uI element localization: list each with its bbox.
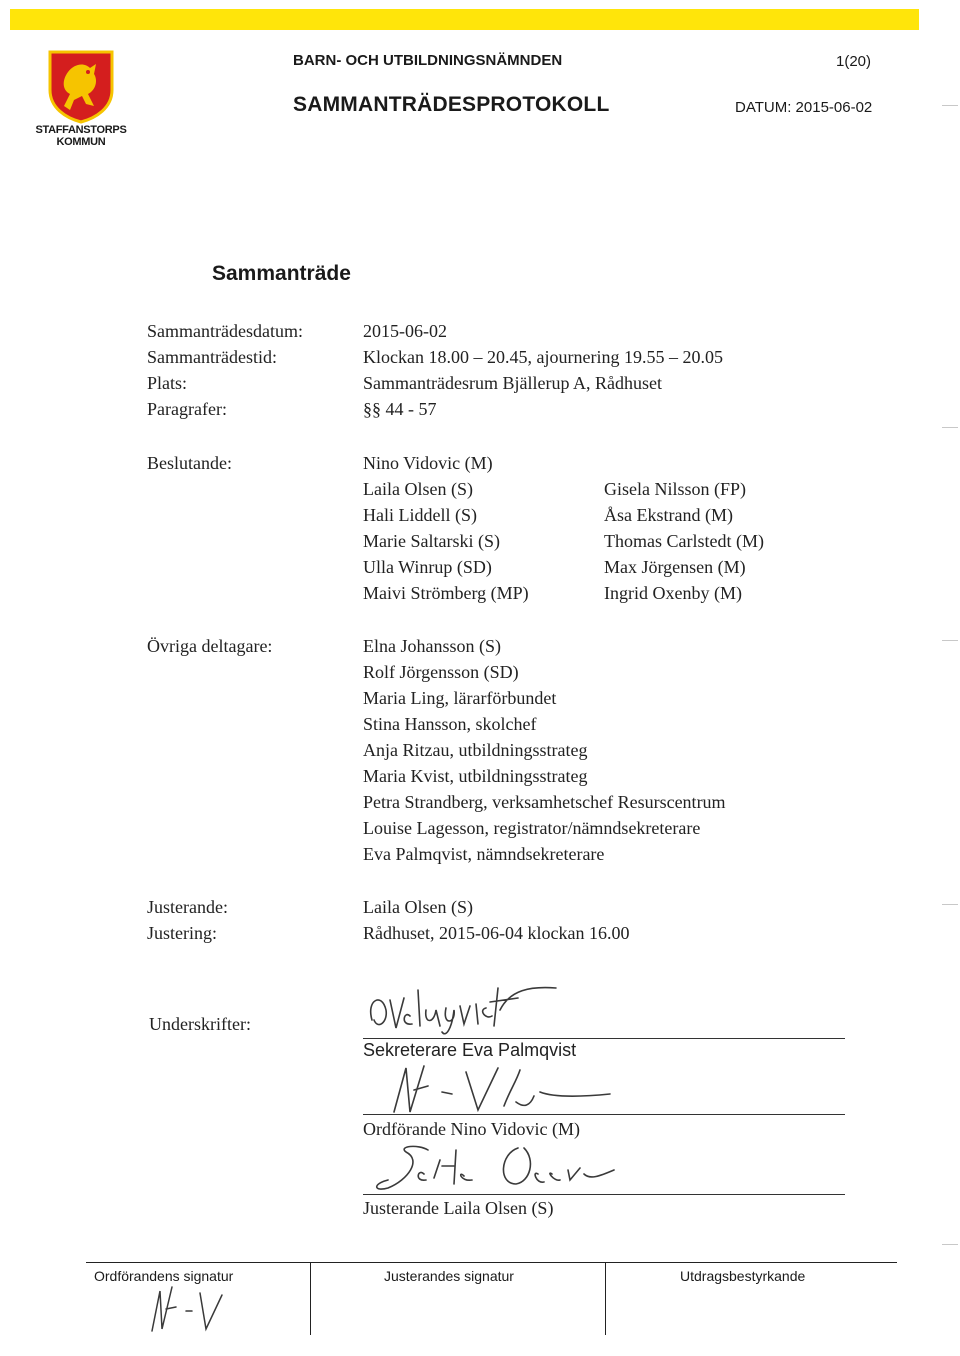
deciding-member: Max Jörgensen (M): [604, 557, 746, 577]
other-participant: Maria Ling, lärarförbundet: [363, 688, 557, 708]
meeting-place-label: Plats:: [147, 373, 188, 393]
adjuster-value: Laila Olsen (S): [363, 897, 473, 917]
deciding-member: Åsa Ekstrand (M): [604, 505, 733, 525]
deciding-member: Ingrid Oxenby (M): [604, 583, 742, 603]
footer-cell-adjuster: [310, 1263, 606, 1335]
other-participants-label: Övriga deltagare:: [147, 636, 273, 656]
footer-cell-chair: [86, 1263, 311, 1335]
chair-signature-label: Ordförandens signatur: [94, 1268, 234, 1284]
deciding-member: Laila Olsen (S): [363, 479, 473, 499]
deciding-member: Maivi Strömberg (MP): [363, 583, 529, 603]
adjuster-name: Justerande Laila Olsen (S): [363, 1198, 554, 1218]
chair-name: Ordförande Nino Vidovic (M): [363, 1119, 581, 1139]
scan-edge-mark: [942, 640, 958, 641]
section-title: Sammanträde: [212, 262, 351, 285]
meeting-date-label: Sammanträdesdatum:: [147, 321, 303, 341]
adjuster-handwritten-signature: [368, 1140, 628, 1196]
other-participant: Elna Johansson (S): [363, 636, 501, 656]
other-participant: Eva Palmqvist, nämndsekreterare: [363, 844, 605, 864]
scan-edge-mark: [942, 427, 958, 428]
other-participant: Rolf Jörgensson (SD): [363, 662, 519, 682]
adjustment-value: Rådhuset, 2015-06-04 klockan 16.00: [363, 923, 630, 943]
header-color-bar: [10, 9, 919, 30]
logo-caption: [14, 124, 148, 148]
chair-signature-line: [363, 1114, 845, 1115]
other-participant: Stina Hansson, skolchef: [363, 714, 537, 734]
paragraphs-label: Paragrafer:: [147, 399, 227, 419]
deciding-label: Beslutande:: [147, 453, 232, 473]
adjustment-label: Justering:: [147, 923, 217, 943]
page-number: 1(20): [836, 53, 872, 70]
secretary-handwritten-signature: [360, 980, 560, 1042]
footer-signature-table: [86, 1262, 897, 1335]
adjuster-signature-line: [363, 1194, 845, 1195]
deciding-member: Ulla Winrup (SD): [363, 557, 492, 577]
other-participant: Maria Kvist, utbildningsstrateg: [363, 766, 588, 786]
committee-name: BARN- OCH UTBILDNINGSNÄMNDEN: [293, 52, 563, 69]
deciding-member: Nino Vidovic (M): [363, 453, 493, 473]
certified-label: Utdragsbestyrkande: [680, 1268, 806, 1284]
secretary-signature-line: [363, 1038, 845, 1039]
document-type-title: SAMMANTRÄDESPROTOKOLL: [293, 93, 610, 116]
signatures-label: Underskrifter:: [149, 1014, 251, 1034]
paragraphs-value: §§ 44 - 57: [363, 399, 437, 419]
other-participant: Anja Ritzau, utbildningsstrateg: [363, 740, 588, 760]
document-date: DATUM: 2015-06-02: [735, 99, 873, 116]
meeting-date-value: 2015-06-02: [363, 321, 447, 341]
other-participant: Louise Lagesson, registrator/nämndsekreterare: [363, 818, 701, 838]
scan-edge-mark: [942, 1244, 958, 1245]
footer-cell-certified: [605, 1263, 897, 1335]
municipal-coat-of-arms-logo: [48, 50, 114, 124]
scan-edge-mark: [942, 105, 958, 106]
deciding-member: Thomas Carlstedt (M): [604, 531, 764, 551]
chair-initials-signature: [142, 1281, 232, 1333]
adjuster-signature-label: Justerandes signatur: [384, 1268, 514, 1284]
deciding-member: Marie Saltarski (S): [363, 531, 500, 551]
deciding-member: Hali Liddell (S): [363, 505, 477, 525]
other-participant: Petra Strandberg, verksamhetschef Resurscentrum: [363, 792, 726, 812]
meeting-place-value: Sammanträdesrum Bjällerup A, Rådhuset: [363, 373, 662, 393]
deciding-member: Gisela Nilsson (FP): [604, 479, 747, 499]
secretary-name: Sekreterare Eva Palmqvist: [363, 1040, 577, 1060]
chair-handwritten-signature: [380, 1062, 630, 1114]
meeting-time-value: Klockan 18.00 – 20.45, ajournering 19.55 – 20.05: [363, 347, 723, 367]
scan-edge-mark: [942, 904, 958, 905]
org-name-line1: STAFFANSTORPS: [35, 124, 127, 136]
org-name-line2: KOMMUN: [56, 136, 106, 148]
meeting-time-label: Sammanträdestid:: [147, 347, 277, 367]
adjuster-label: Justerande:: [147, 897, 228, 917]
